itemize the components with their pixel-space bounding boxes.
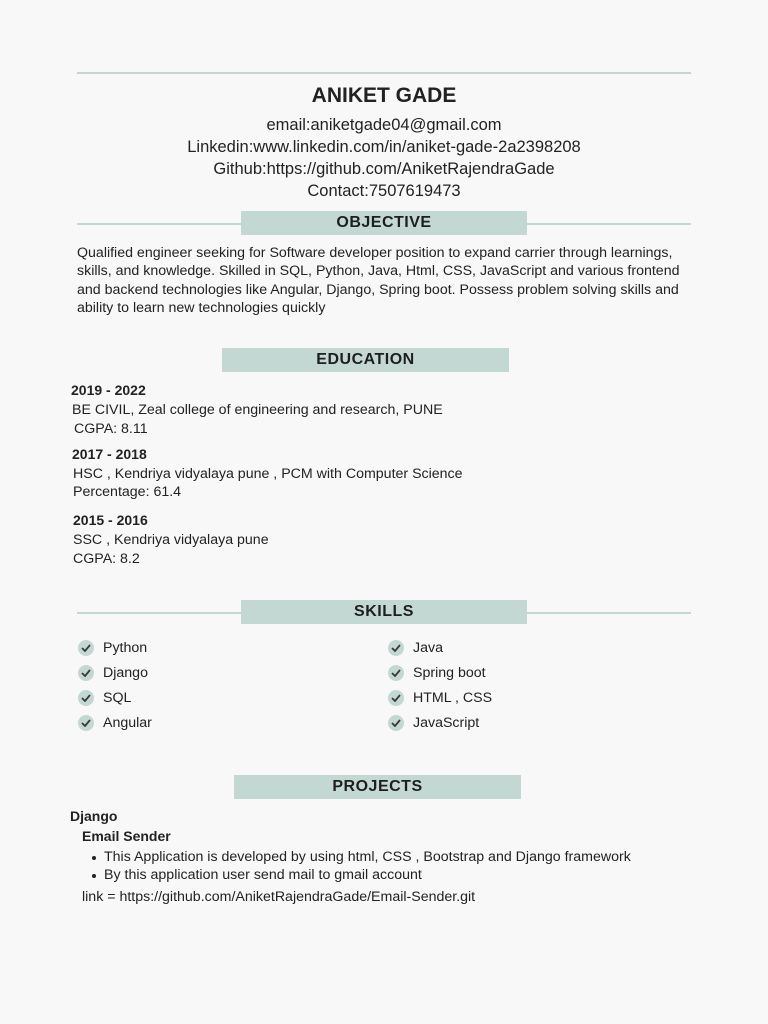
- email-line: email:aniketgade04@gmail.com: [266, 116, 502, 134]
- objective-line: and backend technologies like Angular, Django, Spring boot. Possess problem solving skills and: [77, 281, 679, 298]
- check-circle-icon: [78, 715, 94, 731]
- skill-label: SQL: [103, 690, 132, 706]
- check-circle-icon: [388, 715, 404, 731]
- skill-label: HTML , CSS: [413, 690, 493, 706]
- project-bullet: [88, 848, 631, 866]
- bullet-text: This Application is developed by using html, CSS , Bootstrap and Django framework: [104, 849, 631, 865]
- check-circle-icon: [388, 640, 404, 656]
- github-line: Github:https://github.com/AniketRajendraGade: [213, 160, 555, 178]
- education-years: 2017 - 2018: [72, 446, 147, 462]
- project-name: Email Sender: [82, 828, 171, 844]
- skill-label: JavaScript: [413, 715, 480, 731]
- bullet-dot-icon: [92, 874, 96, 878]
- check-circle-icon: [388, 665, 404, 681]
- project-bullet: [88, 866, 631, 884]
- objective-text: [77, 244, 697, 317]
- education-years: 2015 - 2016: [73, 512, 148, 528]
- top-divider: [77, 72, 691, 74]
- education-score: CGPA: 8.2: [73, 551, 140, 567]
- project-link[interactable]: link = https://github.com/AniketRajendraGade/Email-Sender.git: [82, 889, 476, 905]
- education-degree: SSC , Kendriya vidyalaya pune: [73, 532, 269, 548]
- education-heading: EDUCATION: [222, 348, 509, 372]
- project-bullets: [88, 848, 631, 884]
- check-circle-icon: [78, 640, 94, 656]
- skill-label: Java: [413, 640, 443, 656]
- skill-label: Django: [103, 665, 148, 681]
- skill-label: Angular: [103, 715, 152, 731]
- bullet-dot-icon: [92, 856, 96, 860]
- objective-line: skills, and knowledge. Skilled in SQL, Python, Java, Html, CSS, JavaScript and various frontend: [77, 263, 680, 280]
- projects-heading: PROJECTS: [234, 775, 521, 799]
- check-circle-icon: [388, 690, 404, 706]
- education-score: Percentage: 61.4: [73, 484, 182, 500]
- education-degree: HSC , Kendriya vidyalaya pune , PCM with Computer Science: [73, 466, 463, 482]
- linkedin-line: Linkedin:www.linkedin.com/in/aniket-gade-2a2398208: [187, 138, 581, 156]
- skill-label: Python: [103, 640, 148, 656]
- education-score: CGPA: 8.11: [74, 421, 148, 437]
- check-circle-icon: [78, 665, 94, 681]
- skills-heading: SKILLS: [241, 600, 527, 624]
- project-category: Django: [70, 808, 118, 824]
- objective-heading: OBJECTIVE: [241, 211, 527, 235]
- skill-label: Spring boot: [413, 665, 486, 681]
- objective-line: ability to learn new technologies quickly: [77, 299, 326, 316]
- contact-line: Contact:7507619473: [307, 182, 461, 200]
- candidate-name: ANIKET GADE: [311, 84, 457, 107]
- education-degree: BE CIVIL, Zeal college of engineering and research, PUNE: [72, 402, 443, 418]
- education-years: 2019 - 2022: [71, 382, 146, 398]
- check-circle-icon: [78, 690, 94, 706]
- objective-line: Qualified engineer seeking for Software developer position to expand carrier through learnings,: [77, 245, 673, 261]
- bullet-text: By this application user send mail to gmail account: [104, 867, 422, 883]
